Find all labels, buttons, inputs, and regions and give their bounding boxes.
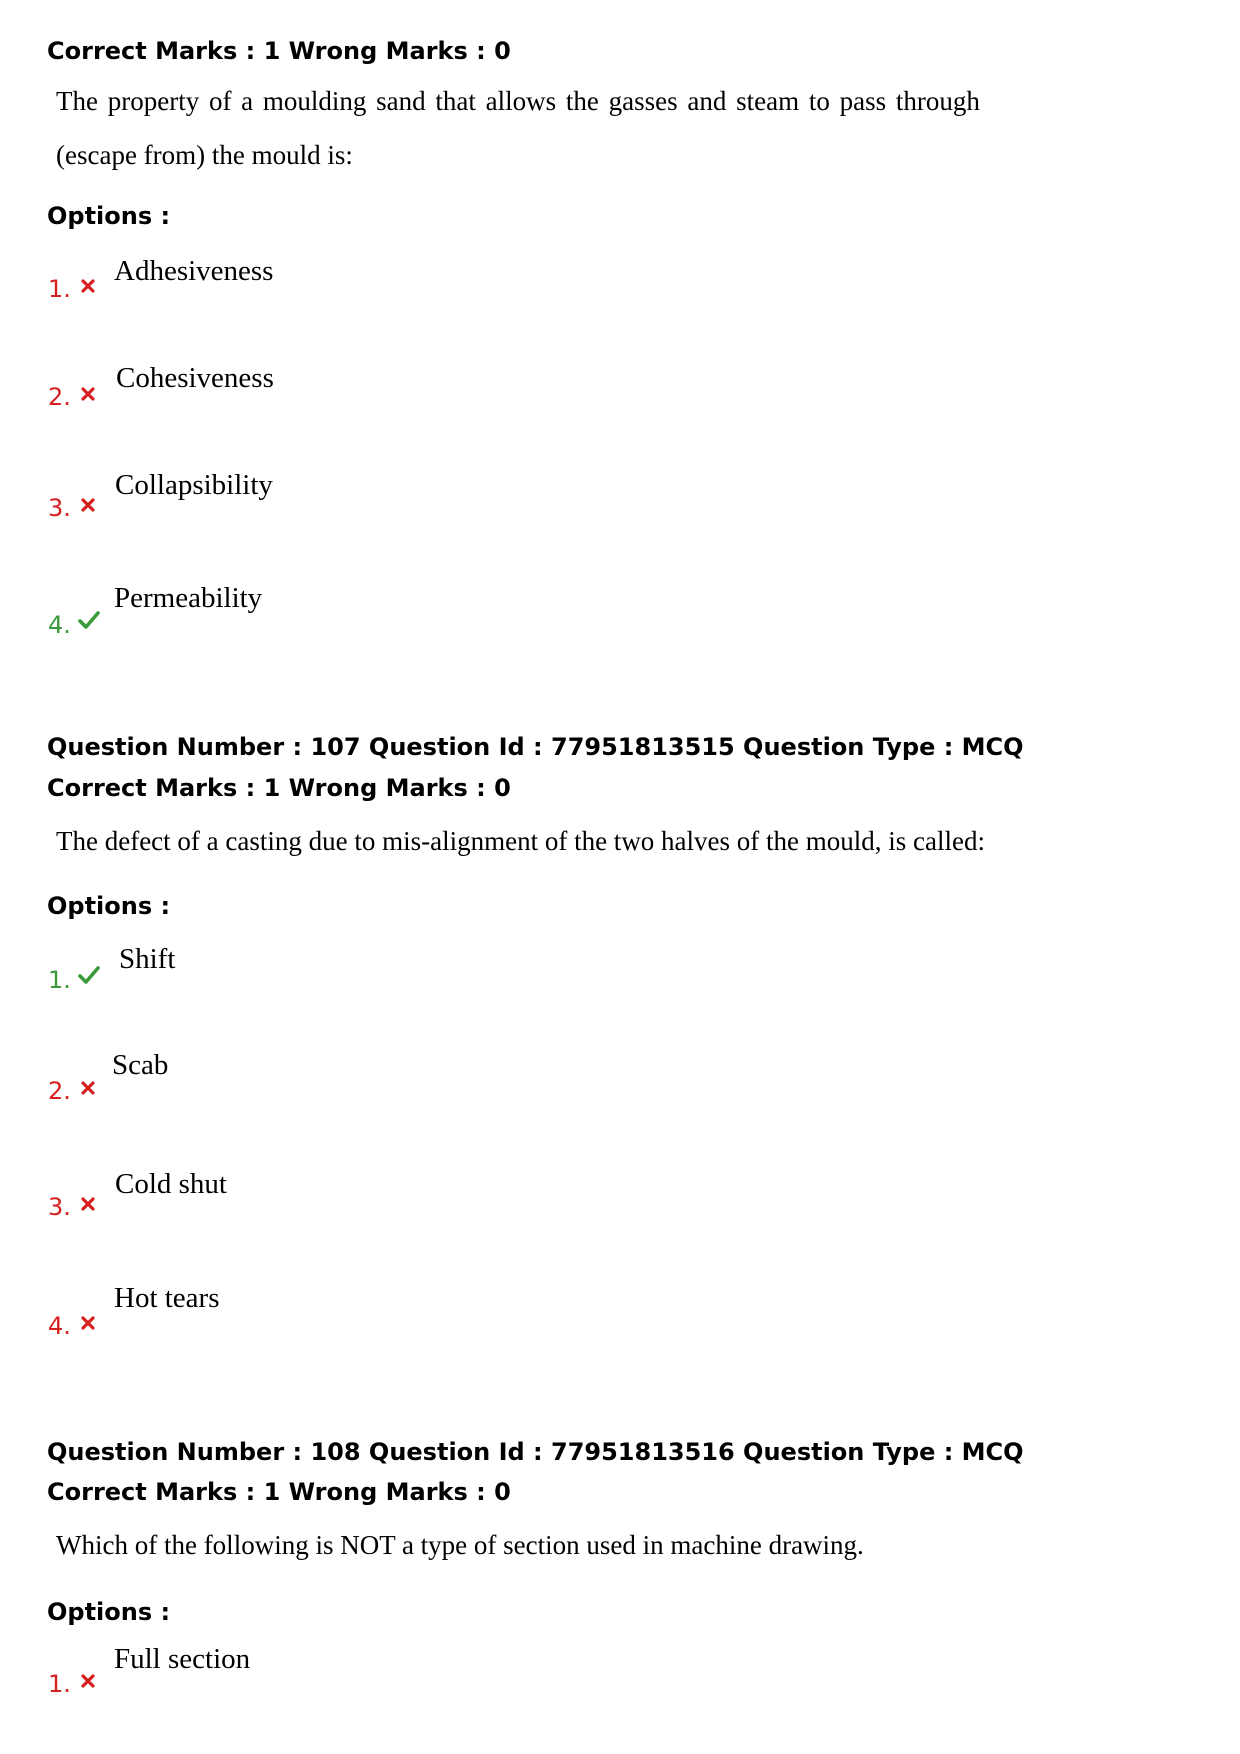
q106-text-line2: (escape from) the mould is: (56, 140, 353, 170)
q106-option-3-number: 3. (48, 494, 71, 522)
cross-icon (80, 1080, 96, 1096)
q107-option-3-number: 3. (48, 1193, 71, 1221)
q107-option-1-number: 1. (48, 966, 71, 994)
q107-options-label: Options : (47, 892, 171, 920)
q107-option-4-number: 4. (48, 1312, 71, 1340)
cross-icon (80, 1315, 96, 1331)
q107-option-4-text: Hot tears (114, 1282, 220, 1314)
q107-text-line1: The defect of a casting due to mis-alignment of the two halves of the mould, is called: (56, 826, 985, 856)
q106-text-line1: The property of a moulding sand that allows the gasses and steam to pass through (56, 86, 980, 116)
q107-option-2-text: Scab (112, 1049, 169, 1081)
q108-marks: Correct Marks : 1 Wrong Marks : 0 (47, 1478, 511, 1506)
cross-icon (80, 386, 96, 402)
cross-icon (80, 1196, 96, 1212)
check-icon (78, 965, 100, 985)
cross-icon (80, 497, 96, 513)
q108-option-1-text: Full section (114, 1643, 251, 1675)
q108-option-1-number: 1. (48, 1670, 71, 1698)
cross-icon (80, 278, 96, 294)
q108-options-label: Options : (47, 1598, 171, 1626)
q107-header: Question Number : 107 Question Id : 77951813515 Question Type : MCQ (47, 733, 1024, 761)
q106-option-4-text: Permeability (114, 582, 263, 614)
q108-text-line1: Which of the following is NOT a type of section used in machine drawing. (56, 1530, 864, 1560)
q106-option-2-number: 2. (48, 383, 71, 411)
q107-option-2-number: 2. (48, 1077, 71, 1105)
cross-icon (80, 1673, 96, 1689)
q106-options-label: Options : (47, 202, 171, 230)
q106-option-4-number: 4. (48, 611, 71, 639)
q106-option-1-text: Adhesiveness (114, 255, 274, 287)
q106-option-3-text: Collapsibility (115, 469, 273, 501)
q108-header: Question Number : 108 Question Id : 77951813516 Question Type : MCQ (47, 1438, 1024, 1466)
q106-option-2-text: Cohesiveness (116, 362, 274, 394)
q106-option-1-number: 1. (48, 275, 71, 303)
q107-marks: Correct Marks : 1 Wrong Marks : 0 (47, 774, 511, 802)
q107-option-1-text: Shift (119, 943, 176, 975)
q106-marks: Correct Marks : 1 Wrong Marks : 0 (47, 37, 511, 65)
check-icon (78, 610, 100, 630)
q107-option-3-text: Cold shut (115, 1168, 227, 1200)
